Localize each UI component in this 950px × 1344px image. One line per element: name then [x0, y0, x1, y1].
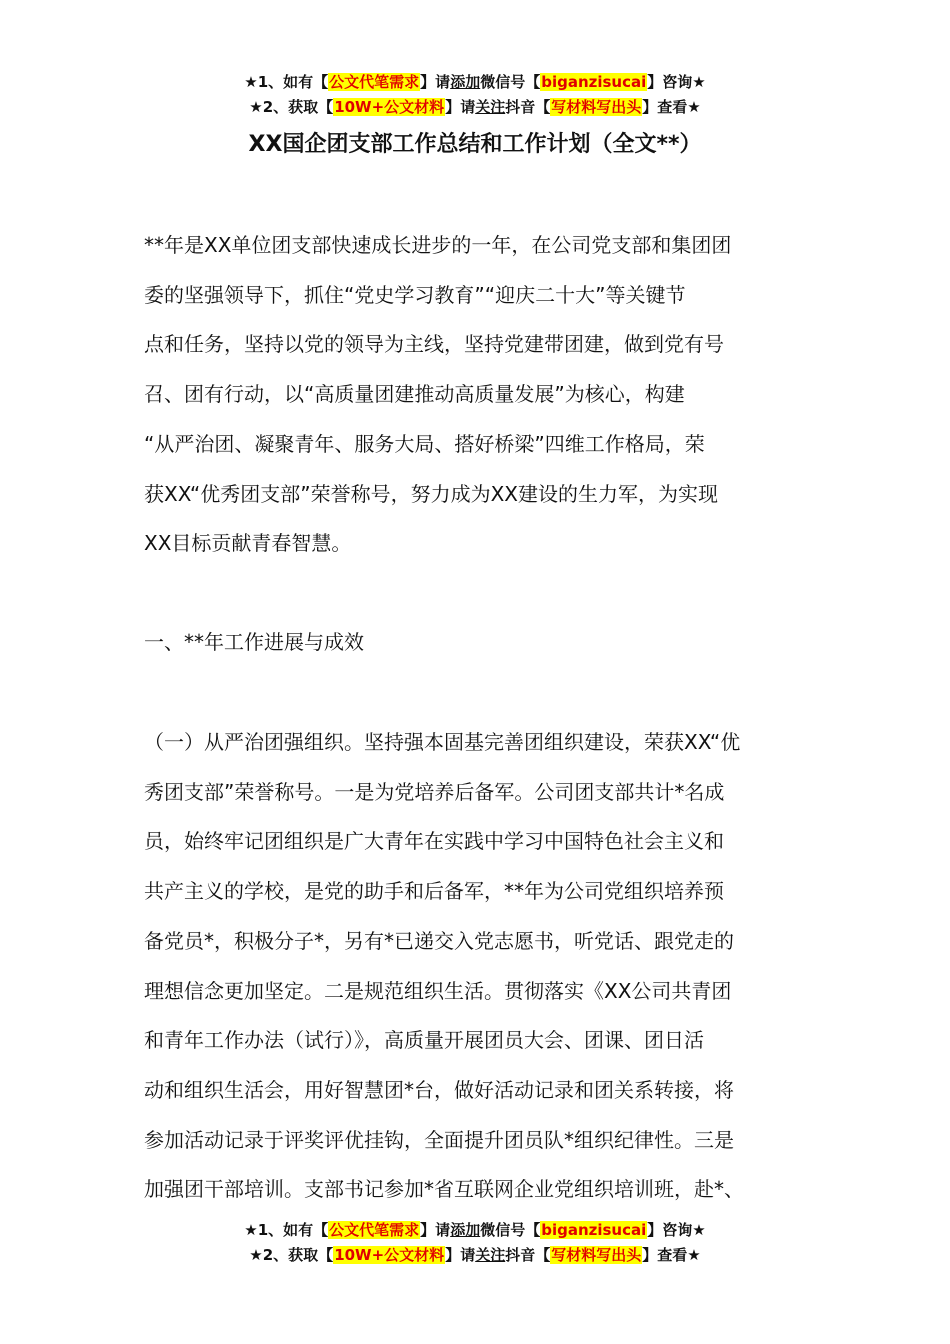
banner-text: 微信号【 [480, 1221, 541, 1239]
banner-text: 】查看★ [642, 98, 701, 116]
banner-text: 微信号【 [480, 73, 541, 91]
banner-line-2 [0, 1243, 950, 1268]
banner-text: 】请 [445, 98, 476, 116]
document-title: XX国企团支部工作总结和工作计划（全文**） [248, 132, 702, 157]
text-line: 委的坚强领导下，抓住“党史学习教育”“迎庆二十大”等关键节 [144, 282, 686, 307]
banner-underline: 添加 [450, 1221, 481, 1239]
banner-highlight: 公文代笔需求 [329, 73, 420, 91]
text-line: 备党员*，积极分子*，另有*已递交入党志愿书，听党话、跟党走的 [144, 928, 734, 953]
banner-text: ★2、获取【 [249, 98, 334, 116]
banner-text: 】请 [420, 1221, 451, 1239]
header-banner [0, 70, 950, 120]
banner-underline: 关注 [475, 1246, 506, 1264]
banner-text: ★1、如有【 [244, 1221, 329, 1239]
text-line: 召、团有行动，以“高质量团建推动高质量发展”为核心，构建 [144, 382, 685, 407]
banner-highlight: 公文代笔需求 [329, 1221, 420, 1239]
banner-highlight: 10W+公文材料 [334, 1246, 445, 1264]
banner-text: 】查看★ [642, 1246, 701, 1264]
banner-highlight: biganzisucai [541, 73, 647, 91]
section-heading [144, 618, 816, 668]
text-line: 秀团支部”荣誉称号。一是为党培养后备军。公司团支部共计*名成 [144, 779, 725, 804]
banner-highlight: 10W+公文材料 [334, 98, 445, 116]
banner-highlight: 写材料写出头 [551, 98, 642, 116]
banner-text: 】咨询★ [647, 1221, 706, 1239]
banner-line-2 [0, 95, 950, 120]
text-line: **年是XX单位团支部快速成长进步的一年，在公司党支部和集团团 [144, 233, 732, 257]
text-line: 参加活动记录于评奖评优挂钩，全面提升团员队*组织纪律性。三是 [144, 1127, 734, 1152]
banner-text: ★2、获取【 [249, 1246, 334, 1264]
banner-line-1 [0, 1218, 950, 1243]
text-line: 一、**年工作进展与成效 [144, 630, 364, 654]
text-line: 共产主义的学校，是党的助手和后备军，**年为公司党组织培养预 [144, 879, 724, 904]
banner-text: 抖音【 [505, 1246, 551, 1264]
banner-text: 抖音【 [505, 98, 551, 116]
text-line: 员，始终牢记团组织是广大青年在实践中学习中国特色社会主义和 [144, 829, 724, 854]
text-line: 理想信念更加坚定。二是规范组织生活。贯彻落实《XX公司共青团 [144, 978, 732, 1003]
banner-text: 】请 [445, 1246, 476, 1264]
banner-underline: 关注 [475, 98, 506, 116]
banner-underline: 添加 [450, 73, 481, 91]
text-line: 加强团干部培训。支部书记参加*省互联网企业党组织培训班，赴*、 [144, 1177, 744, 1202]
text-line: XX目标贡献青春智慧。 [144, 531, 352, 556]
text-line: 和青年工作办法（试行）》，高质量开展团员大会、团课、团日活 [144, 1028, 704, 1053]
section-1-paragraph [144, 718, 816, 1215]
banner-text: 】请 [420, 73, 451, 91]
banner-highlight: 写材料写出头 [551, 1246, 642, 1264]
text-line: （一）从严治团强组织。坚持强本固基完善团组织建设，荣获XX“优 [144, 730, 741, 754]
text-line: 获XX“优秀团支部”荣誉称号，努力成为XX建设的生力军，为实现 [144, 481, 718, 506]
banner-text: 】咨询★ [647, 73, 706, 91]
footer-banner [0, 1218, 950, 1268]
text-line: 点和任务，坚持以党的领导为主线，坚持党建带团建，做到党有号 [144, 332, 724, 357]
text-line: 动和组织生活会，用好智慧团*台，做好活动记录和团关系转接，将 [144, 1077, 734, 1102]
banner-highlight: biganzisucai [541, 1221, 647, 1239]
intro-paragraph [144, 221, 816, 569]
banner-text: ★1、如有【 [244, 73, 329, 91]
text-line: “从严治团、凝聚青年、服务大局、搭好桥梁”四维工作格局，荣 [144, 431, 705, 456]
banner-line-1 [0, 70, 950, 95]
